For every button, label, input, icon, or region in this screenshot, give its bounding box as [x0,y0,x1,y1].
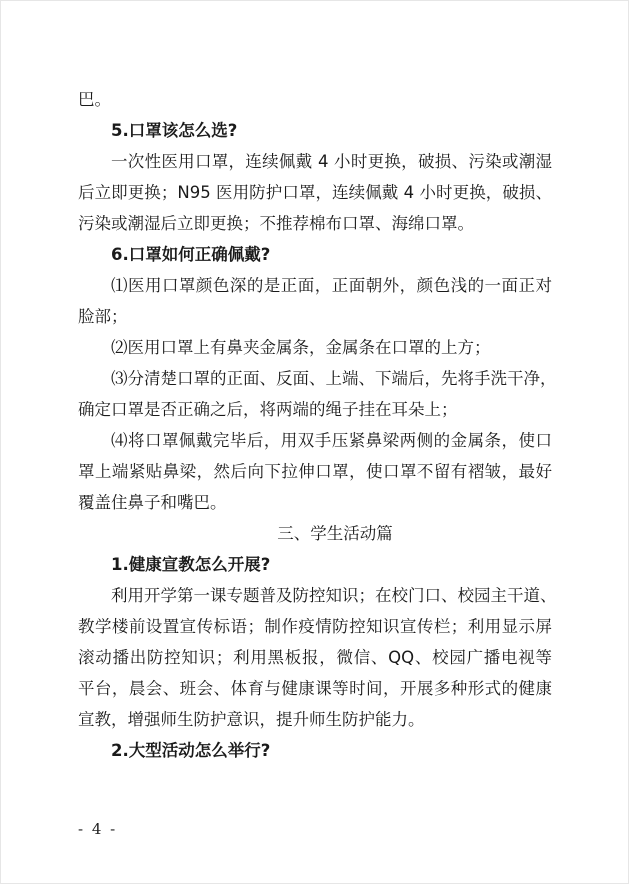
text-line: 一次性医用口罩，连续佩戴 4 小时更换，破损、污染或潮湿 [111,152,552,171]
heading-large-events: 2.大型活动怎么举行? [111,741,271,760]
text-line: ⑴医用口罩颜色深的是正面，正面朝外，颜色浅的一面正对 [111,276,552,295]
text-line: 宣教，增强师生防护意识，提升师生防护能力。 [78,710,425,729]
heading-mask-wearing: 6.口罩如何正确佩戴? [111,245,271,264]
text-line: 确定口罩是否正确之后，将两端的绳子挂在耳朵上； [78,400,458,419]
paragraph-mask-selection [78,146,552,239]
paragraph-health-education [78,580,557,735]
text-line: 污染或潮湿后立即更换；不推荐棉布口罩、海绵口罩。 [78,214,474,233]
text-line: 滚动播出防控知识；利用黑板报，微信、QQ、校园广播电视等 [78,648,552,667]
text-line: 后立即更换；N95 医用防护口罩，连续佩戴 4 小时更换，破损、 [78,183,552,202]
text-line: 覆盖住鼻子和嘴巴。 [78,493,227,512]
paragraph-step-1 [78,270,552,332]
text-line: ⑵医用口罩上有鼻夹金属条，金属条在口罩的上方； [111,338,491,357]
text-line: 罩上端紧贴鼻梁，然后向下拉伸口罩，使口罩不留有褶皱，最好 [78,462,552,481]
document-body [78,84,557,766]
paragraph-continuation: 巴。 [78,90,111,109]
text-line: 利用开学第一课专题普及防控知识；在校门口、校园主干道、 [111,586,557,605]
page-number: - 4 - [78,820,118,838]
text-line: 教学楼前设置宣传标语；制作疫情防控知识宣传栏；利用显示屏 [78,617,552,636]
text-line: ⑶分清楚口罩的正面、反面、上端、下端后，先将手洗干净， [111,369,557,388]
heading-health-education: 1.健康宣教怎么开展? [111,555,271,574]
paragraph-step-3 [78,363,557,425]
heading-mask-selection: 5.口罩该怎么选? [111,121,238,140]
text-line: ⑷将口罩佩戴完毕后，用双手压紧鼻梁两侧的金属条，使口 [111,431,552,450]
paragraph-step-4 [78,425,552,518]
paragraph-step-2 [78,332,552,363]
section-title: 三、学生活动篇 [277,524,393,543]
text-line: 脸部； [78,307,128,326]
text-line: 平台，晨会、班会、体育与健康课等时间，开展多种形式的健康 [78,679,552,698]
